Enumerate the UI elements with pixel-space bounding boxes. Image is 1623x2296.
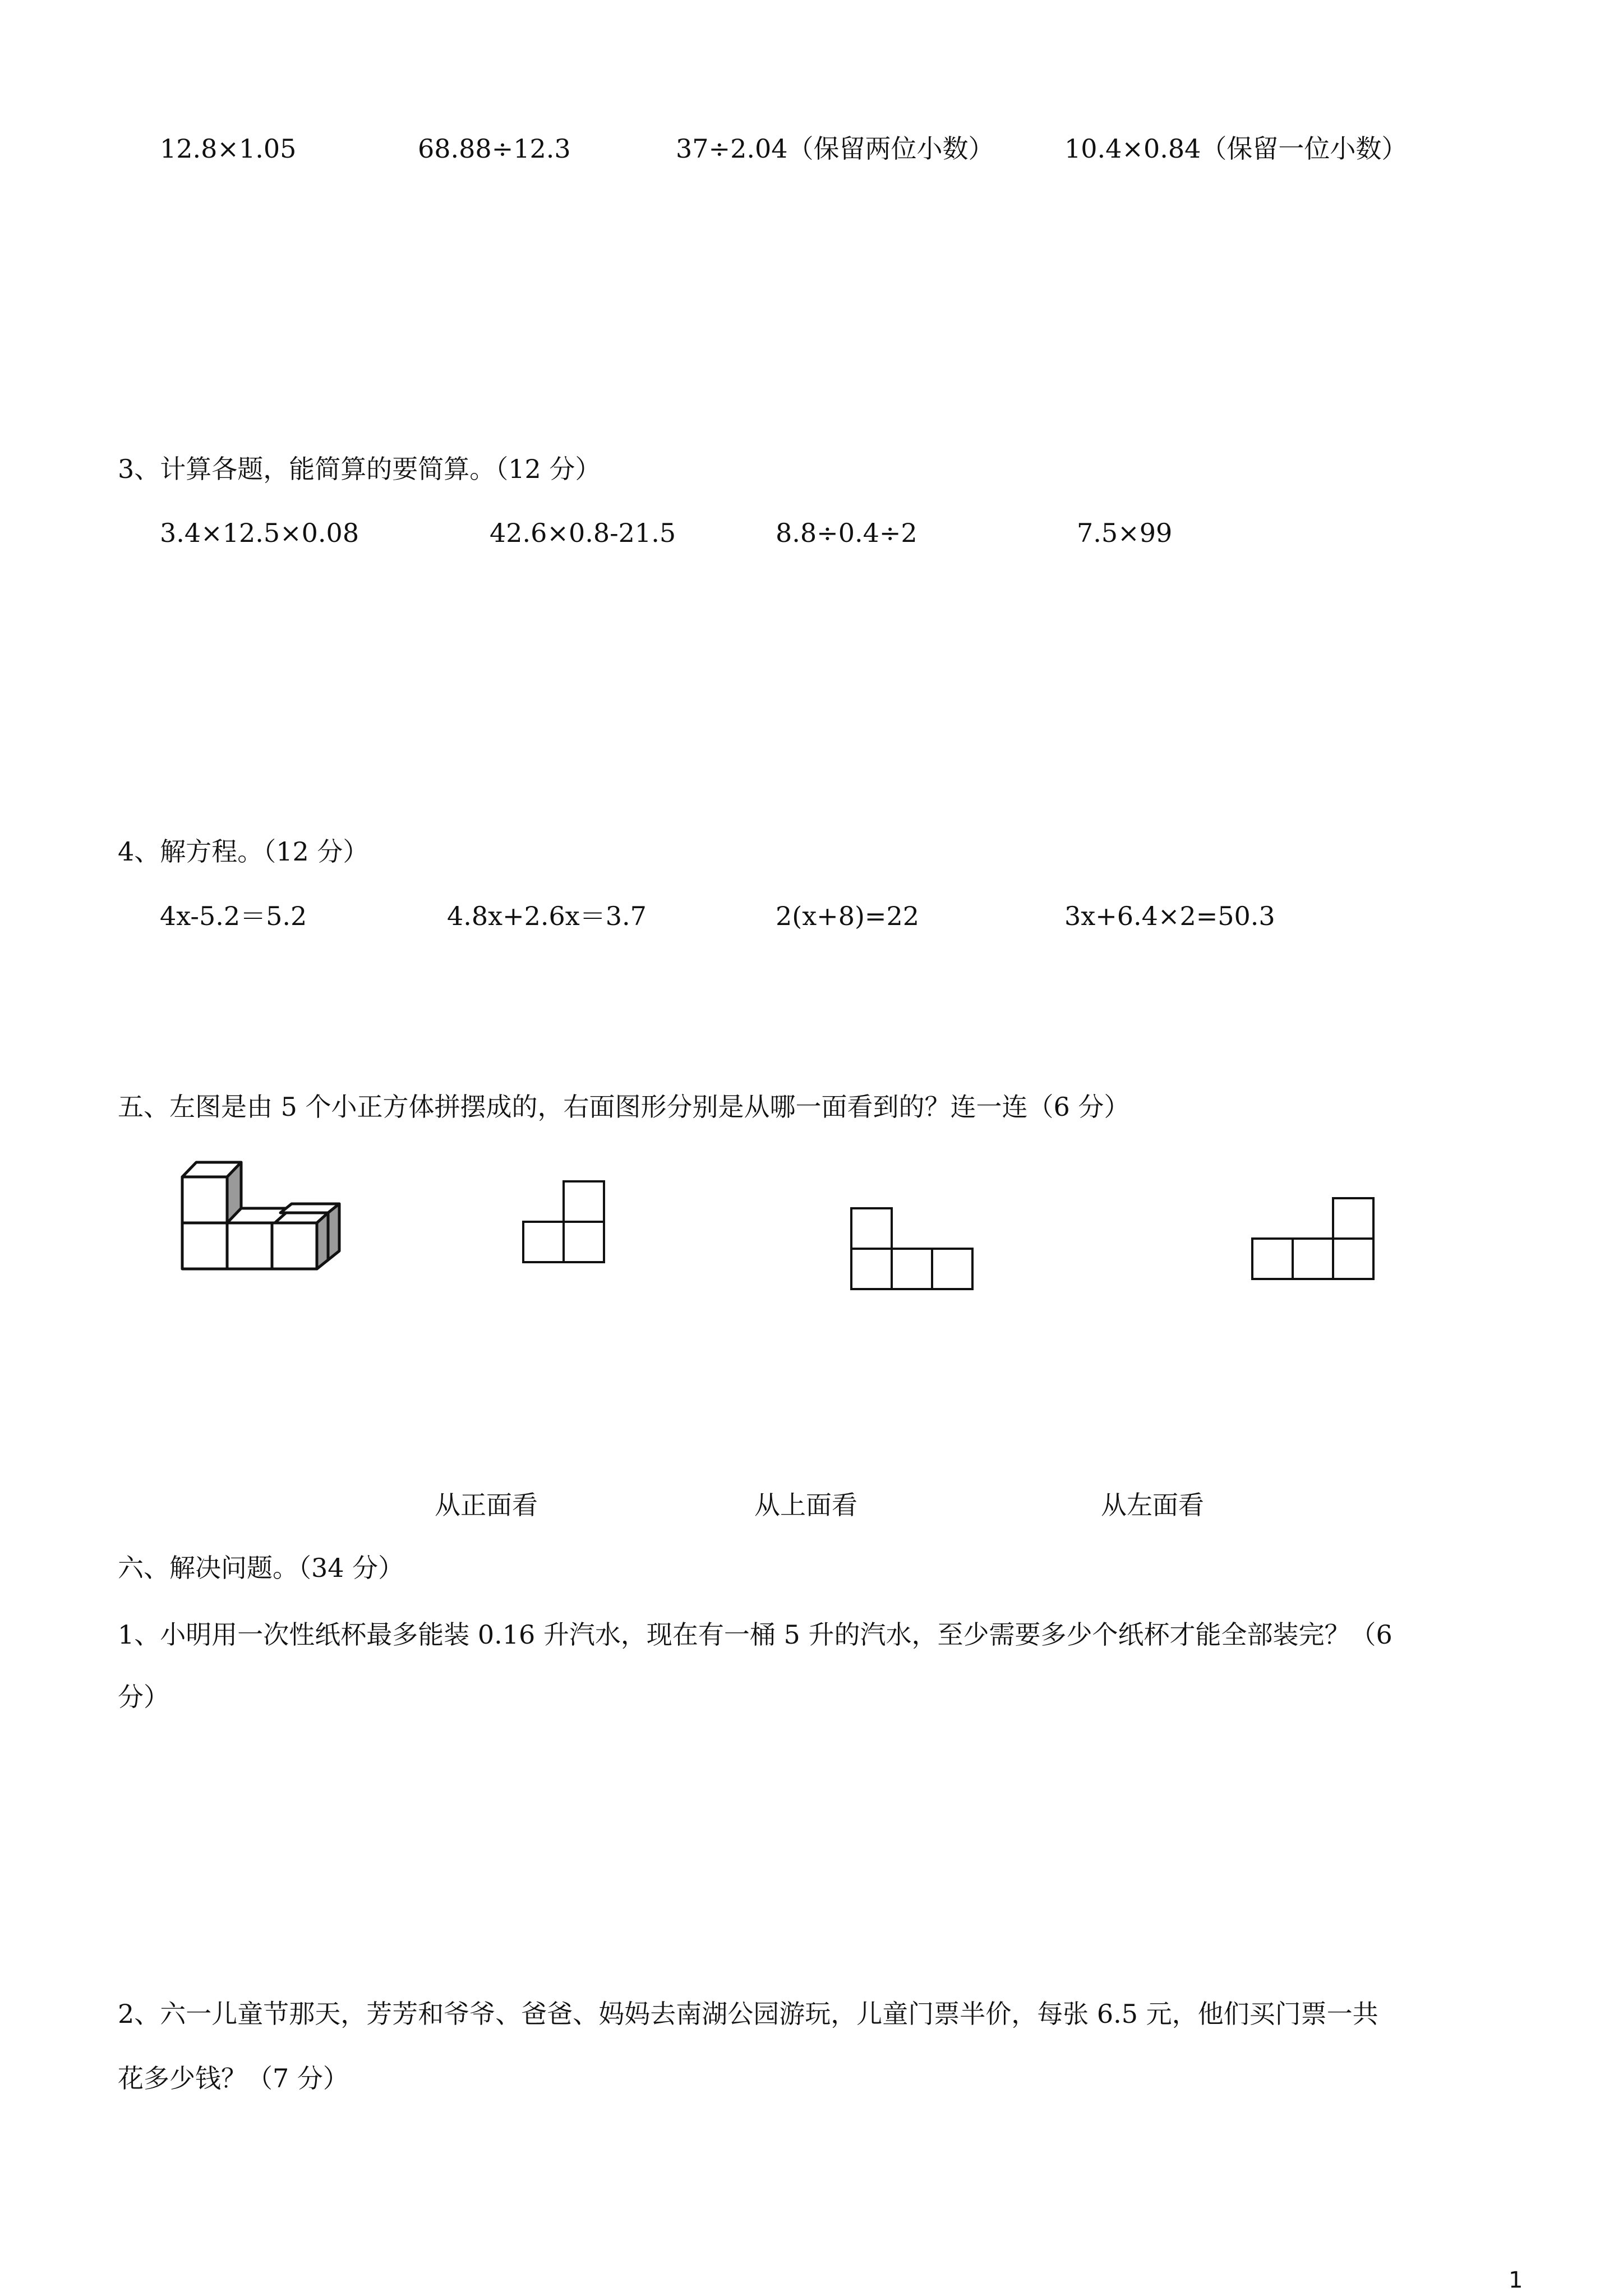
q2-item-2: 68.88÷12.3 bbox=[418, 134, 571, 164]
label-front-view: 从正面看 bbox=[435, 1490, 538, 1520]
q3-item-3: 8.8÷0.4÷2 bbox=[776, 518, 917, 548]
q4-item-2: 4.8x+2.6x＝3.7 bbox=[447, 901, 647, 931]
label-left-view: 从左面看 bbox=[1101, 1490, 1204, 1520]
cube-arrangement-figure bbox=[168, 1150, 370, 1290]
q4-title: 4、解方程。（12 分） bbox=[118, 836, 369, 867]
q2-item-4: 10.4×0.84（保留一位小数） bbox=[1064, 134, 1408, 164]
page-number: 1 bbox=[1509, 2267, 1523, 2293]
q4-item-3: 2(x+8)=22 bbox=[776, 901, 919, 931]
view-shape-a bbox=[519, 1178, 608, 1268]
q4-item-4: 3x+6.4×2=50.3 bbox=[1064, 901, 1275, 931]
view-shape-c bbox=[1248, 1195, 1382, 1285]
q3-item-1: 3.4×12.5×0.08 bbox=[160, 518, 359, 548]
q3-item-4: 7.5×99 bbox=[1077, 518, 1173, 548]
q3-item-2: 42.6×0.8-21.5 bbox=[490, 518, 676, 548]
q4-item-1: 4x-5.2＝5.2 bbox=[160, 901, 307, 931]
section5-title: 五、左图是由 5 个小正方体拼摆成的，右面图形分别是从哪一面看到的？连一连（6 分） bbox=[118, 1092, 1130, 1122]
q2-item-1: 12.8×1.05 bbox=[160, 134, 297, 164]
problem2-line2: 花多少钱？（7 分） bbox=[118, 2063, 349, 2093]
q2-item-3: 37÷2.04（保留两位小数） bbox=[676, 134, 994, 164]
problem2-line1: 2、六一儿童节那天，芳芳和爷爷、爸爸、妈妈去南湖公园游玩，儿童门票半价，每张 6.5 元，他们买门票一共 bbox=[118, 1999, 1378, 2029]
problem1-line2: 分） bbox=[118, 1682, 169, 1712]
section6-title: 六、解决问题。（34 分） bbox=[118, 1553, 404, 1583]
problem1-line1: 1、小明用一次性纸杯最多能装 0.16 升汽水，现在有一桶 5 升的汽水，至少需要多少个纸杯才能全部装完？（6 bbox=[118, 1619, 1393, 1650]
label-top-view: 从上面看 bbox=[754, 1490, 857, 1520]
q3-title: 3、计算各题，能简算的要简算。（12 分） bbox=[118, 454, 601, 484]
view-shape-b bbox=[847, 1205, 981, 1295]
